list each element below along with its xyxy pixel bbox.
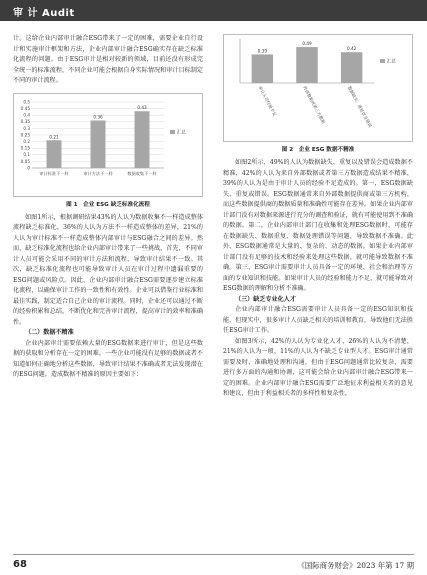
x-tick-label: 审计标准不一样 [39,170,69,176]
data-label: 0.36 [93,113,103,119]
y-tick-label: 0.15 [20,145,30,151]
figure-1-caption: 图 1 企业 ESG 缺乏标准化流程 [66,201,150,208]
data-label: 0.21 [49,133,59,139]
y-tick-label: 0.25 [20,131,30,137]
data-label: 0.49 [302,41,312,47]
footer-rule [13,554,414,555]
paragraph-data-inaccuracy: 企业内部审计需要依赖大量的ESG数据来进行审计，但是这些数据的获取和分析存在一定的困难。一些企业可能没有足够的数据或者不知道如何正确地分析这些数据，导致审计结果不准确或者无法发现潜在的ESG问题。造成数据不精准的原因主要如下： [13,339,203,378]
figure-1-chart [13,93,203,197]
y-tick-label: 0 [27,164,30,170]
x-tick-label: 外部数据或第三方数据 [302,85,327,125]
legend-swatch [380,59,385,63]
legend-swatch [170,130,175,134]
page-footer [0,554,427,575]
paragraph-fig2-analysis: 如图2所示，49%的人认为数据缺失、重复以及错误会造成数据不精准，42%的人认为来自外部数据或者第三方数据造成结果不精准，39%的人认为是由于审计人员的经验不足造成的。第一，ESG数据缺失、重复或错误。ESG数据通常来自外部数据提供商或第三方机构，而这些数据提供商的数据质量和准确性可能存在差异。如果企业内部审计部门没有对数据来源进行充分的调查和验证，就有可能使用到不准确的数据。第二，企业内部审计部门在收集和处理ESG数据时，可能存在数据缺失、数据重复、数据处理错误等问题，导致数据不准确。此外，ESG数据通常是大量的、复杂的、动态的数据。如果企业内部审计部门没有足够的技术和经验来处理这些数据，就可能导致数据不准确。第三，ESG审计需要审计人员具备一定的环境、社会和治理等方面的专业知识和技能。如果审计人员的经验和能力不足，就可能导致对ESG数据的理解和分析不准确。 [223,159,413,292]
page-header [0,0,427,22]
figure-2-caption: 图 2 企业 ESG 数据不精准 [281,147,355,153]
bar [91,120,106,168]
bar [341,52,362,83]
data-label: 0.43 [137,104,147,110]
bar [135,111,150,168]
section-heading-data-inaccuracy: （二）数据不精准 [25,329,74,336]
section-heading-talent-shortage: （三）缺乏专业化人才 [235,295,296,303]
bar [47,140,62,168]
figure-2-chart [223,34,413,142]
y-tick-label: 0.1 [23,151,30,157]
figure-2-svg [224,35,412,141]
x-tick-label: 数据缺失、重复以及错误 [346,85,373,129]
page-number: 68 [13,559,27,570]
y-tick-label: 0.4 [23,112,30,118]
y-tick-label: 0.35 [20,118,30,124]
paragraph-fig1-analysis: 如图1所示，根据调研结果43%的人认为数据收集不一样造成整体流程缺乏标准化，36%的人认为方法不一样造成整体的差异，21%的人认为审计标准不一样造成整体内部审计与ESG融合之间的差异。然而，缺乏标准化流程也给企业内部审计带来了一些挑战，首先，不同审计人员可能会采用不同的审计方法和流程，导致审计结果不一致。其次，缺乏标准化流程也可能导致审计人员在审计过程中遗漏重要的ESG问题或风险点。因此，企业内部审计融合ESG需要逐步建立标准化流程，以确保审计工作的一致性和有效性。企业可以借鉴行业标准和最佳实践，制定适合自己企业的审计流程。同时，企业还可以通过不断的经验积累和总结，不断优化和完善审计流程，提高审计的效率和准确性。 [13,213,203,326]
journal-citation: 《国际商务财会》2023 年第 17 期 [297,561,414,570]
legend-label: 汇总 [177,130,186,136]
paragraph-fig3-analysis: 如图3所示，42%的人认为专业化人才，26%的人认为不清楚，21%的人认为一般，11%的人认为不缺乏专业型人才。ESG审计通常需要及时、准确地处理和沟通，但由于ESG问题通常比较复杂，需要进行多方面的沟通和协调，这可能会给企业内部审计融合ESG带来一定的困难。企业内部审计融合ESG需要广泛地征求利益相关者的意见和建议，但由于利益相关者的多样性和复杂性， [223,337,413,397]
x-tick-label: 审计人员经验不足 [257,85,278,118]
data-label: 0.42 [347,46,357,52]
paragraph-intro: 计。这给企业内部审计融合ESG带来了一定的困难，需要企业自行设计和实施审计框架和方法，企业内部审计融合ESG确实存在缺乏标准化流程的问题。由于ESG审计是相对较新的领域，目前还没有形成完全统一的标准流程，不同企业可能会根据自身实际情况和审计目标制定不同的审计流程。 [13,35,203,84]
y-tick-label: 0.05 [20,158,30,164]
paragraph-talent-shortage: 企业内部审计融合ESG需要审计人员具备一定的ESG知识和技能，但现实中，很多审计人员缺乏相关的培训和教育，导致他们无法胜任ESG审计工作。 [223,306,413,334]
data-label: 0.39 [257,48,267,54]
y-tick-label: 0.2 [23,138,30,144]
x-tick-label: 审计方法不一样 [83,170,113,176]
right-column [223,34,413,400]
bar [296,47,317,83]
x-tick-label: 数据收集不一样 [127,170,157,176]
y-tick-label: 0.45 [20,105,30,111]
y-tick-label: 0.5 [23,98,30,104]
header-rule [0,21,427,22]
section-title: 审 计 Audit [13,8,75,19]
bar [252,54,273,83]
legend-label: 汇总 [387,59,396,65]
figure-1-svg [14,94,202,196]
y-tick-label: 0.3 [23,125,30,131]
left-column [13,34,203,381]
